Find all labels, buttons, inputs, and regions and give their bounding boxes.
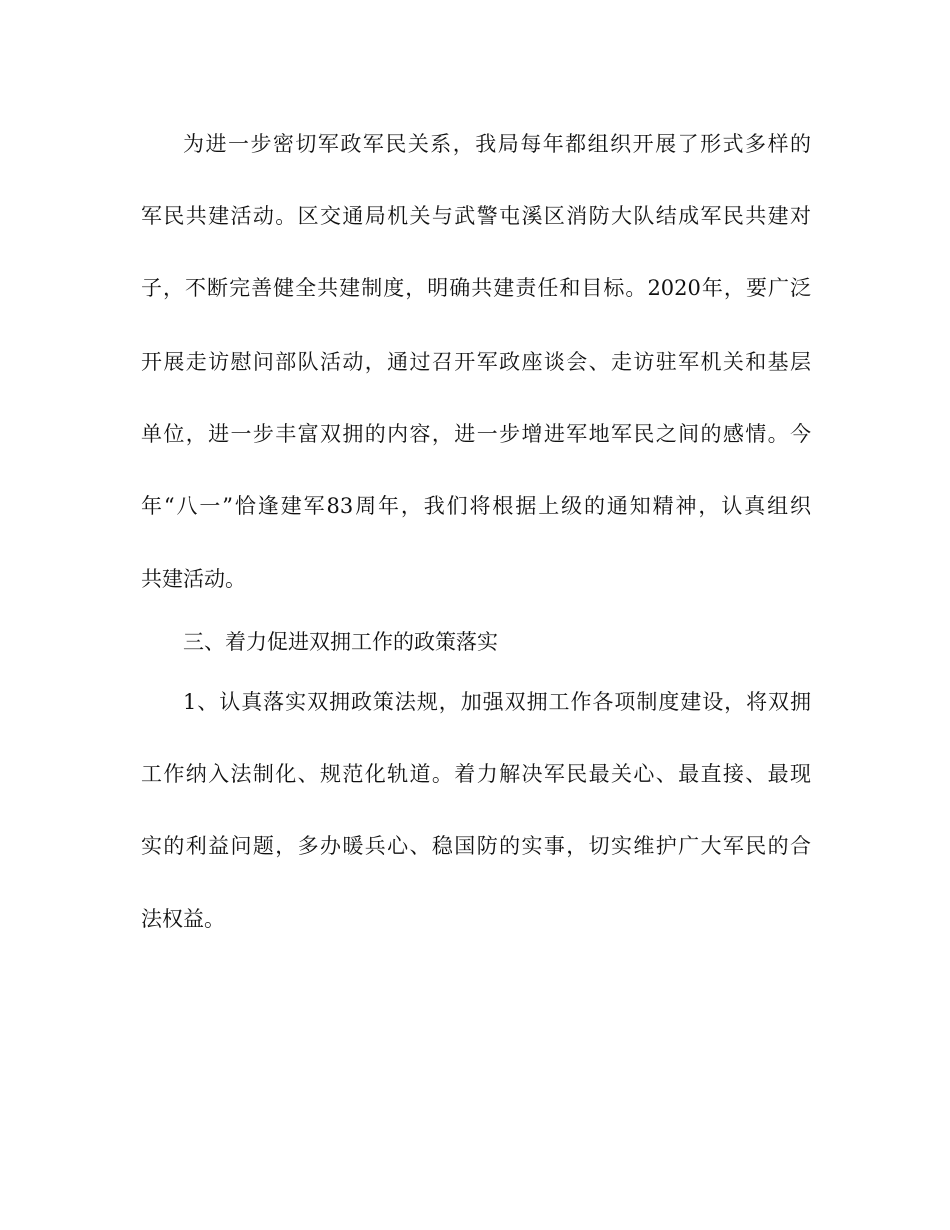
paragraph-1-line-4: 开展走访慰问部队活动，通过召开军政座谈会、走访驻军机关和基层 [141,350,811,374]
paragraph-1-line-3: 子，不断完善健全共建制度，明确共建责任和目标。2020年，要广泛 [141,276,811,300]
paragraph-1-line-7: 共建活动。 [141,567,246,591]
paragraph-1-line-2: 军民共建活动。区交通局机关与武警屯溪区消防大队结成军民共建对 [141,204,811,228]
paragraph-2-line-1: 1、认真落实双拥政策法规，加强双拥工作各项制度建设，将双拥 [183,690,811,714]
section-heading-3: 三、着力促进双拥工作的政策落实 [183,630,498,654]
paragraph-1-line-1: 为进一步密切军政军民关系，我局每年都组织开展了形式多样的 [183,132,811,156]
paragraph-2-line-2: 工作纳入法制化、规范化轨道。着力解决军民最关心、最直接、最现 [141,762,811,786]
paragraph-2-line-4: 法权益。 [141,907,225,931]
paragraph-1-line-5: 单位，进一步丰富双拥的内容，进一步增进军地军民之间的感情。今 [141,422,811,446]
paragraph-2-line-3: 实的利益问题，多办暖兵心、稳国防的实事，切实维护广大军民的合 [141,834,811,858]
paragraph-1-line-6: 年“八一”恰逢建军83周年，我们将根据上级的通知精神，认真组织 [141,494,811,518]
